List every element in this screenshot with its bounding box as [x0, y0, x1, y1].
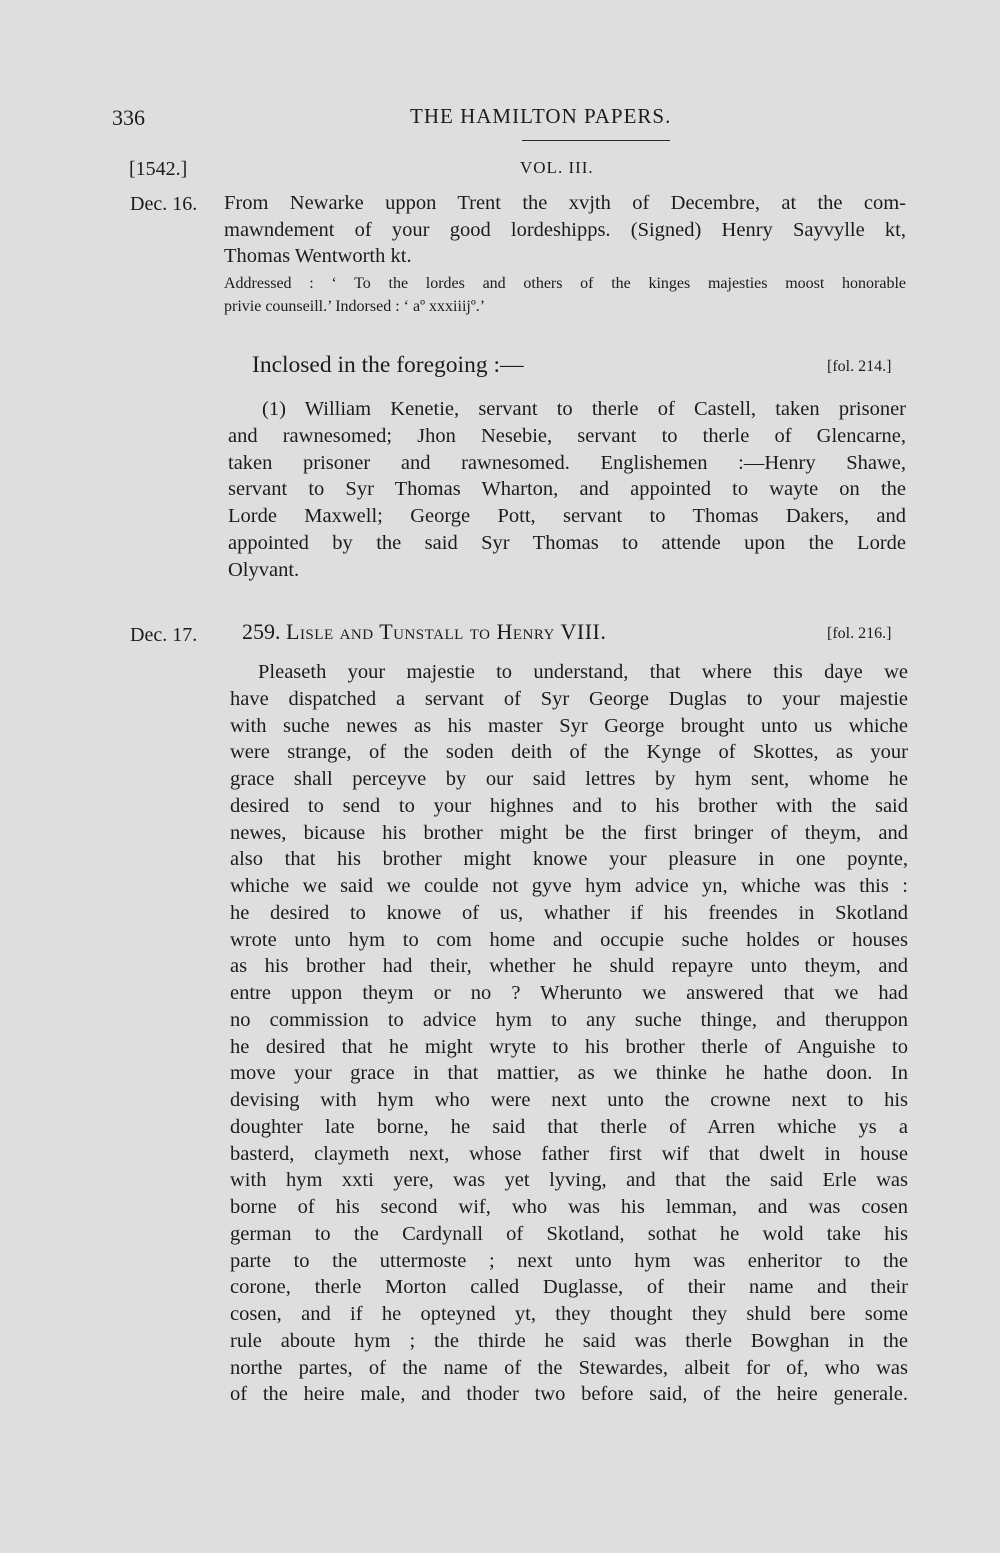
text-line: as his brother had their, whether he shuld repayre unto theym, and [230, 955, 908, 978]
page-number: 336 [112, 105, 145, 130]
text-line: grace shall perceyve by our said lettres by hym sent, whome he [230, 768, 908, 790]
text-line: devising with hym who were next unto the crowne next to his [230, 1089, 908, 1111]
text-line: northe partes, of the name of the Stewardes, albeit for of, who was [230, 1356, 908, 1379]
note-line: privie counseill.’ Indorsed : ‘ aº xxxiiijº.’ [224, 298, 486, 315]
year-marker: [1542.] [129, 158, 188, 180]
text-line: Lorde Maxwell; George Pott, servant to Thomas Dakers, and [228, 505, 906, 528]
text-line: german to the Cardynall of Skotland, sothat he wold take his [230, 1222, 908, 1245]
text-line: he desired that he might wryte to his brother therle of Anguishe to [230, 1035, 908, 1058]
text-line: entre uppon theym or no ? Wherunto we answered that we had [230, 982, 908, 1004]
enclosure-heading: Inclosed in the foregoing :— [252, 352, 524, 378]
text-line: with hym xxti yere, was yet lyving, and that the said Erle was [230, 1169, 908, 1192]
text-line: mawndement of your good lordeshipps. (Signed) Henry Sayvylle kt, [224, 218, 906, 241]
volume-label: VOL. III. [520, 158, 594, 177]
entry-text-dec-16 [224, 190, 906, 270]
letter-number: 259. [242, 619, 281, 644]
text-line: of the heire male, and thoder two before said, of the heire generale. [230, 1383, 908, 1406]
text-line: desired to send to your highnes and to his brother with the said [230, 794, 908, 817]
letter-heading [242, 619, 606, 645]
text-line: taken prisoner and rawnesomed. Englishemen :—Henry Shawe, [228, 451, 906, 474]
note-line: Addressed : ‘ To the lordes and others of the kinges majesties moost honorable [224, 275, 906, 292]
text-line: rule aboute hym ; the thirde he said was therle Bowghan in the [230, 1329, 908, 1352]
text-line: move your grace in that mattier, as we thinke he hathe doon. In [230, 1062, 908, 1085]
text-line: wrote unto hym to com home and occupie suche holdes or houses [230, 928, 908, 951]
folio-reference: [fol. 214.] [827, 358, 892, 375]
margin-date-dec-17: Dec. 17. [130, 624, 198, 646]
text-line: were strange, of the soden deith of the Kynge of Skottes, as your [230, 741, 908, 764]
text-line: borne of his second wif, who was his lemman, and was cosen [230, 1196, 908, 1218]
text-line: parte to the uttermoste ; next unto hym was enheritor to the [230, 1249, 908, 1272]
text-line: and rawnesomed; Jhon Nesebie, servant to therle of Glencarne, [228, 424, 906, 447]
enclosure-text [228, 396, 906, 584]
text-line: doughter late borne, he said that therle of Arren whiche ys a [230, 1115, 908, 1138]
header-rule [522, 140, 670, 141]
addressed-note [224, 272, 906, 318]
text-line: Pleaseth your majestie to understand, that where this daye we [258, 661, 908, 683]
text-line: with suche newes as his master Syr George brought unto us whiche [230, 714, 908, 737]
letter-title: Lisle and Tunstall to Henry VIII. [286, 619, 607, 644]
text-line: no commission to advice hym to any suche thinge, and theruppon [230, 1008, 908, 1031]
letter-text [230, 659, 908, 1408]
text-line: he desired to knowe of us, whather if his freendes in Skotland [230, 901, 908, 924]
text-line: Thomas Wentworth kt. [224, 245, 412, 267]
text-line: newes, bicause his brother might be the first bringer of theym, and [230, 821, 908, 844]
folio-reference: [fol. 216.] [827, 625, 892, 642]
text-line: corone, therle Morton called Duglasse, of their name and their [230, 1276, 908, 1299]
text-line: Olyvant. [228, 558, 300, 581]
text-line: servant to Syr Thomas Wharton, and appointed to wayte on the [228, 478, 906, 501]
text-line: appointed by the said Syr Thomas to attende upon the Lorde [228, 531, 906, 554]
text-line: cosen, and if he opteyned yt, they thought they shuld bere some [230, 1303, 908, 1325]
text-line: From Newarke uppon Trent the xvjth of Decembre, at the com- [224, 192, 906, 214]
text-line: also that his brother might knowe your pleasure in one poynte, [230, 848, 908, 871]
text-line: have dispatched a servant of Syr George Duglas to your majestie [230, 687, 908, 710]
margin-date-dec-16: Dec. 16. [130, 193, 198, 215]
text-line: basterd, claymeth next, whose father first wif that dwelt in house [230, 1142, 908, 1165]
text-line: whiche we said we coulde not gyve hym advice yn, whiche was this : [230, 875, 908, 897]
text-line: (1) William Kenetie, servant to therle of Castell, taken prisoner [262, 398, 906, 420]
running-title: THE HAMILTON PAPERS. [410, 104, 672, 128]
